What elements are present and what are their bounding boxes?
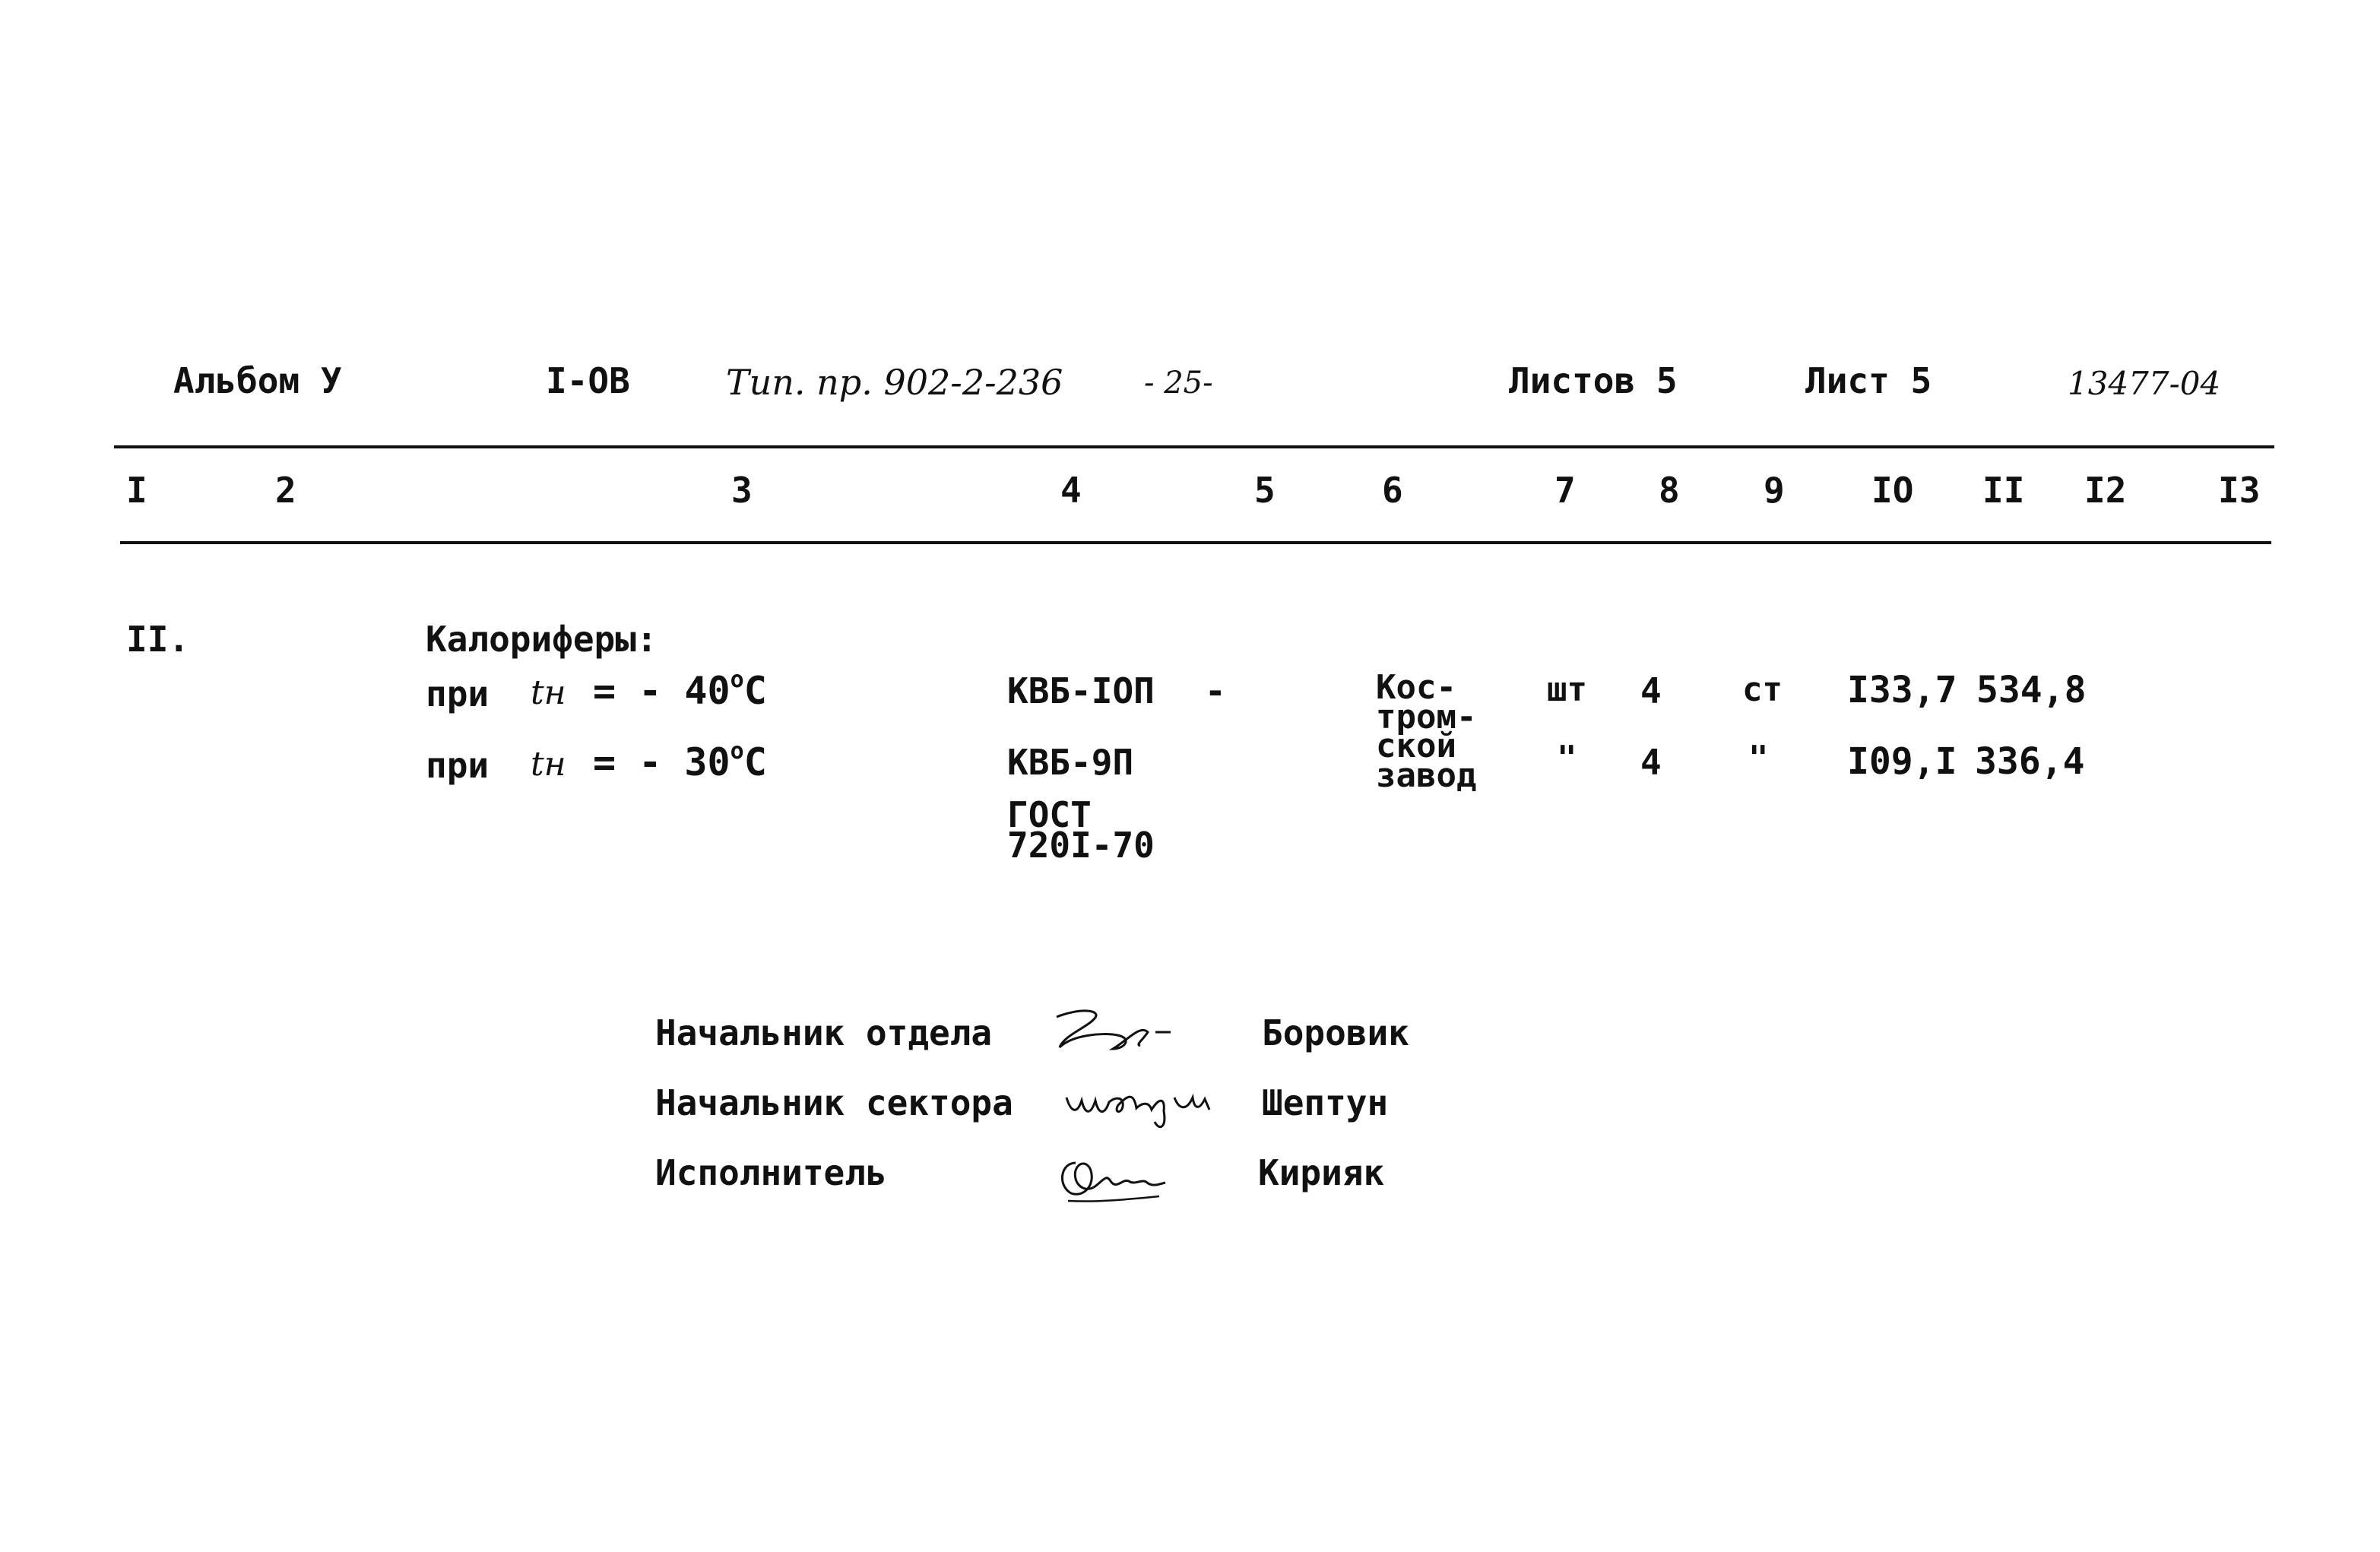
column-number: II	[1982, 470, 2025, 511]
unit-2: "	[1557, 739, 1577, 778]
line2-temperature: = - 30$^o$C	[593, 737, 767, 784]
signature-name: Кирияк	[1258, 1152, 1385, 1193]
unit-1: шт	[1547, 670, 1587, 709]
page-number: - 25-	[1144, 366, 1213, 401]
top-rule	[114, 445, 2274, 448]
signature-role: Исполнитель	[655, 1152, 887, 1193]
album-label: Альбом У	[173, 360, 342, 401]
signature-role: Начальник отдела	[655, 1012, 993, 1053]
heater-type-2: КВБ-9П	[1007, 742, 1134, 783]
gost-reference: ГОСТ 720I-70	[1007, 794, 1155, 866]
line1-variable: tн	[531, 673, 566, 712]
archive-number: 13477-04	[2068, 365, 2221, 402]
column-number: 2	[275, 470, 296, 511]
sheets-count: Листов 5	[1509, 360, 1678, 401]
line2-prefix: при	[426, 745, 490, 786]
column-number: I3	[2218, 470, 2261, 511]
manufacturer: Кос- тром- ской завод	[1376, 668, 1477, 796]
line1-temperature: = - 40$^o$C	[593, 666, 767, 713]
material-1: ст	[1742, 670, 1783, 709]
handwritten-signature	[1049, 1002, 1178, 1063]
quantity-1: 4	[1640, 670, 1662, 711]
heater-type-1: КВБ-IОП	[1007, 670, 1155, 711]
project-label: Тип. пр. 902-2-236	[726, 362, 1063, 403]
signature-role: Начальник сектора	[655, 1082, 1013, 1123]
item-title: Калориферы:	[426, 619, 658, 660]
column-number: 6	[1382, 470, 1403, 511]
column-number: 7	[1554, 470, 1576, 511]
signature-name: Боровик	[1262, 1012, 1409, 1053]
column-number: 8	[1659, 470, 1680, 511]
handwritten-signature	[1053, 1140, 1190, 1208]
column-number: I2	[2084, 470, 2127, 511]
bottom-rule	[120, 541, 2271, 544]
signature-name: Шептун	[1262, 1082, 1389, 1123]
total-mass-2: 336,4	[1975, 740, 2085, 783]
total-mass-1: 534,8	[1976, 669, 2087, 711]
line2-variable: tн	[531, 745, 566, 784]
column-number: IO	[1871, 470, 1914, 511]
quantity-2: 4	[1640, 742, 1662, 783]
column-number: 5	[1254, 470, 1276, 511]
handwritten-signature	[1060, 1075, 1228, 1135]
unit-mass-1: I33,7	[1847, 669, 1957, 711]
column-number: I	[126, 470, 147, 511]
sheet-number: Лист 5	[1805, 360, 1932, 401]
column-number: 9	[1764, 470, 1785, 511]
column-number: 4	[1060, 470, 1082, 511]
material-2: "	[1748, 739, 1769, 778]
line1-prefix: при	[426, 673, 490, 714]
heater-type-1-dash: -	[1205, 670, 1226, 711]
code-label: I-OB	[546, 360, 630, 401]
unit-mass-2: I09,I	[1847, 740, 1957, 783]
column-number: 3	[731, 470, 753, 511]
row-position: II.	[126, 619, 190, 660]
